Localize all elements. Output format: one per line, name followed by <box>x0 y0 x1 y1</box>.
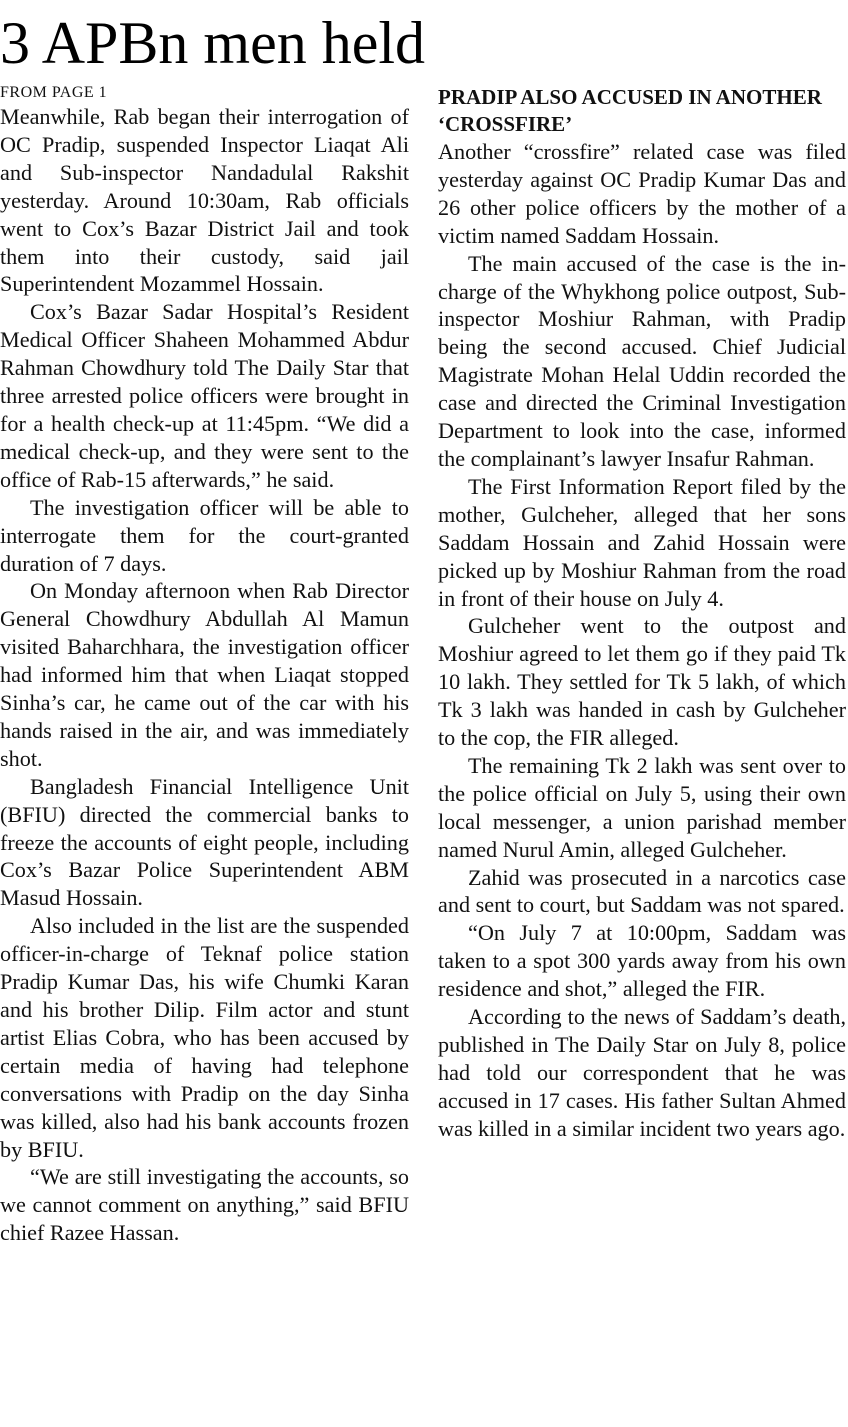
paragraph: Another “crossfire” related case was filed yesterday against OC Pradip Kumar Das and 26 other police officers by the mother of a victim named Saddam Hossain. <box>438 139 846 248</box>
left-column <box>0 82 409 1247</box>
section-subhead: PRADIP ALSO ACCUSED IN ANOTHER ‘CROSSFIRE’ <box>438 85 822 136</box>
article-headline: 3 APBn men held <box>0 10 426 76</box>
paragraph: The First Information Report filed by the mother, Gulcheher, alleged that her sons Saddam Hossain and Zahid Hossain were picked up by Moshiur Rahman from the road in front of their house on July 4. <box>438 473 846 611</box>
paragraph: Zahid was prosecuted in a narcotics case and sent to court, but Saddam was not spared. <box>438 864 846 918</box>
paragraph: On Monday afternoon when Rab Director General Chowdhury Abdullah Al Mamun visited Baharchhara, the investigation officer had informed him that when Liaqat stopped Sinha’s car, he came out of the car with his hands raised in the air, and was immediately shot. <box>0 578 409 771</box>
paragraph: Gulcheher went to the outpost and Moshiur agreed to let them go if they paid Tk 10 lakh. They settled for Tk 5 lakh, of which Tk 3 lakh was handed in cash by Gulcheher to the cop, the FIR alleged. <box>438 613 846 751</box>
paragraph: Meanwhile, Rab began their interrogation of OC Pradip, suspended Inspector Liaqat Ali and Sub-inspector Nandadulal Rakshit yesterday. Around 10:30am, Rab officials went to Cox’s Bazar District Jail and took them into their custody, said jail Superintendent Mozammel Hossain. <box>0 104 409 297</box>
paragraph: Cox’s Bazar Sadar Hospital’s Resident Medical Officer Shaheen Mohammed Abdur Rahman Chowdhury told The Daily Star that three arrested police officers were brought in for a health check-up at 11:45pm. “We did a medical check-up, and they were sent to the office of Rab-15 afterwards,” he said. <box>0 299 409 492</box>
paragraph: According to the news of Saddam’s death, published in The Daily Star on July 8, police had told our correspondent that he was accused in 17 cases. His father Sultan Ahmed was killed in a similar incident two years ago. <box>438 1004 846 1141</box>
paragraph: “On July 7 at 10:00pm, Saddam was taken to a spot 300 yards away from his own residence and shot,” alleged the FIR. <box>438 920 846 1002</box>
paragraph: Also included in the list are the suspended officer-in-charge of Teknaf police station Pradip Kumar Das, his wife Chumki Karan and his brother Dilip. Film actor and stunt artist Elias Cobra, who has been accused by certain media of having had telephone conversations with Pradip on the day Sinha was killed, also had his bank accounts frozen by BFIU. <box>0 913 409 1162</box>
continued-from-label: FROM PAGE 1 <box>0 84 108 101</box>
right-column <box>438 82 846 1143</box>
paragraph: The remaining Tk 2 lakh was sent over to the police official on July 5, using their own local messenger, a union parishad member named Nurul Amin, alleged Gulcheher. <box>438 752 846 862</box>
paragraph: “We are still investigating the accounts, so we cannot comment on anything,” said BFIU chief Razee Hassan. <box>0 1164 409 1246</box>
paragraph: The investigation officer will be able to interrogate them for the court-granted duration of 7 days. <box>0 494 409 576</box>
paragraph: Bangladesh Financial Intelligence Unit (BFIU) directed the commercial banks to freeze the accounts of eight people, including Cox’s Bazar Police Superintendent ABM Masud Hossain. <box>0 773 409 911</box>
paragraph: The main accused of the case is the in-charge of the Whykhong police outpost, Sub-inspector Moshiur Rahman, with Pradip being the second accused. Chief Judicial Magistrate Mohan Helal Uddin recorded the case and directed the Criminal Investigation Department to look into the case, informed the complainant’s lawyer Insafur Rahman. <box>438 250 846 471</box>
